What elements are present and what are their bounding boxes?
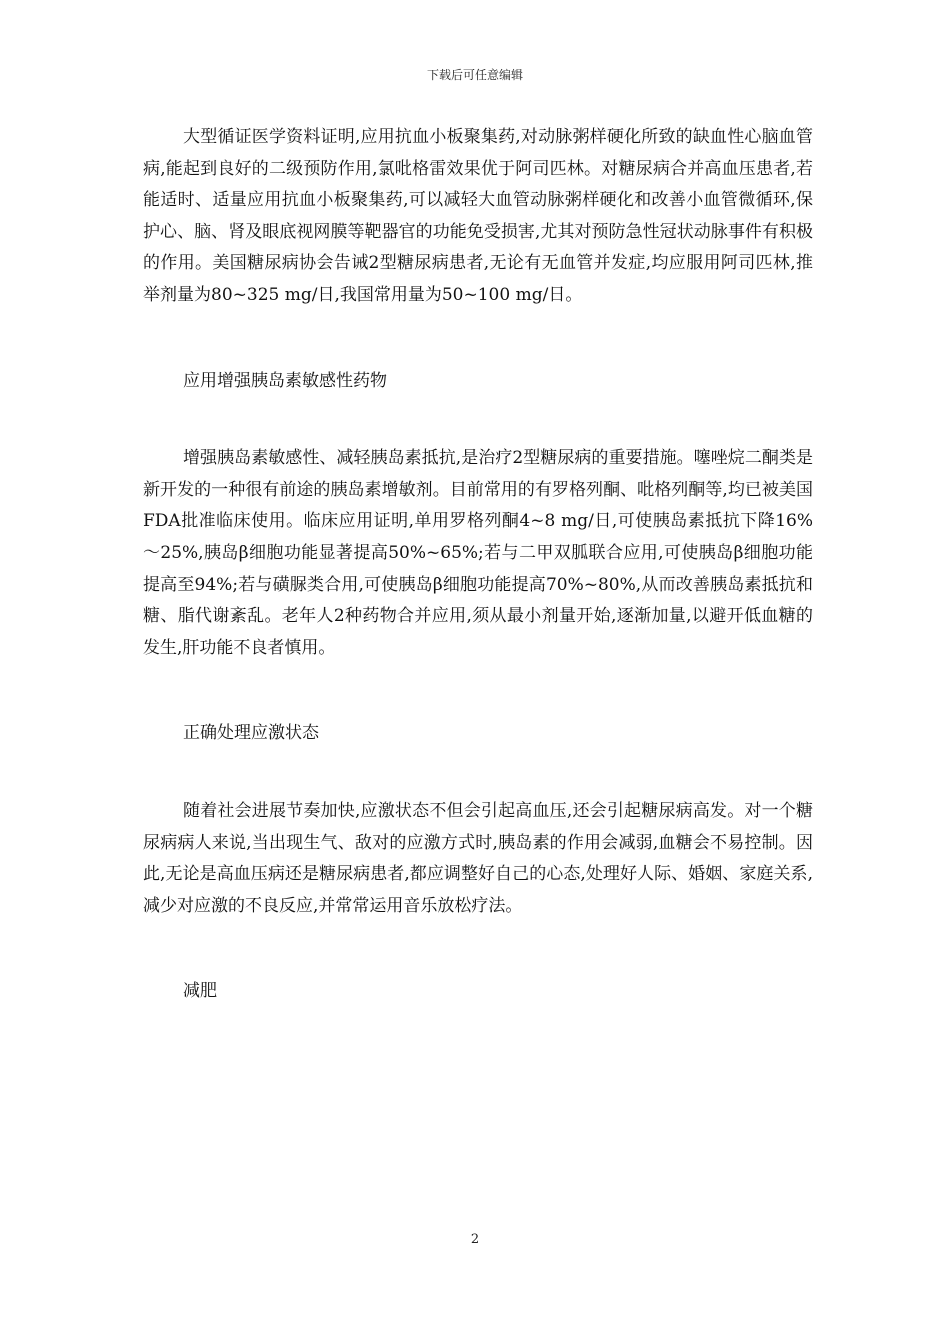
section-heading-insulin-sensitizers: 应用增强胰岛素敏感性药物	[183, 370, 387, 391]
paragraph-antiplatelet: 大型循证医学资料证明,应用抗血小板聚集药,对动脉粥样硬化所致的缺血性心脑血管病,能起到良好的二级预防作用,氯吡格雷效果优于阿司匹林。对糖尿病合并高血压患者,若能适时、适量应用抗血小板聚集药,可以减轻大血管动脉粥样硬化和改善小血管微循环,保护心、脑、肾及眼底视网膜等靶器官的功能免受损害,尤其对预防急性冠状动脉事件有积极的作用。美国糖尿病协会告诫2型糖尿病患者,无论有无血管并发症,均应服用阿司匹林,推举剂量为80~325 mg/日,我国常用量为50~100 mg/日。	[143, 127, 813, 305]
paragraph-insulin-sensitizers: 增强胰岛素敏感性、减轻胰岛素抵抗,是治疗2型糖尿病的重要措施。噻唑烷二酮类是新开发的一种很有前途的胰岛素增敏剂。目前常用的有罗格列酮、吡格列酮等,均已被美国FDA批准临床使用。临床应用证明,单用罗格列酮4~8 mg/日,可使胰岛素抵抗下降16%～25%,胰岛β细胞功能显著提高50%~65%;若与二甲双胍联合应用,可使胰岛β细胞功能提高至94%;若与磺脲类合用,可使胰岛β细胞功能提高70%~80%,从而改善胰岛素抵抗和糖、脂代谢紊乱。老年人2种药物合并应用,须从最小剂量开始,逐渐加量,以避开低血糖的发生,肝功能不良者慎用。	[143, 448, 813, 658]
page-number: 2	[470, 1232, 480, 1247]
section-heading-stress: 正确处理应激状态	[183, 723, 319, 744]
page-header: 下载后可任意编辑	[426, 68, 523, 82]
document-body	[143, 122, 813, 1008]
paragraph-stress: 随着社会进展节奏加快,应激状态不但会引起高血压,还会引起糖尿病高发。对一个糖尿病病人来说,当出现生气、敌对的应激方式时,胰岛素的作用会减弱,血糖会不易控制。因此,无论是高血压病还是糖尿病患者,都应调整好自己的心态,处理好人际、婚姻、家庭关系,减少对应激的不良反应,并常常运用音乐放松疗法。	[143, 800, 813, 916]
section-heading-weight-loss: 减肥	[183, 981, 217, 1002]
